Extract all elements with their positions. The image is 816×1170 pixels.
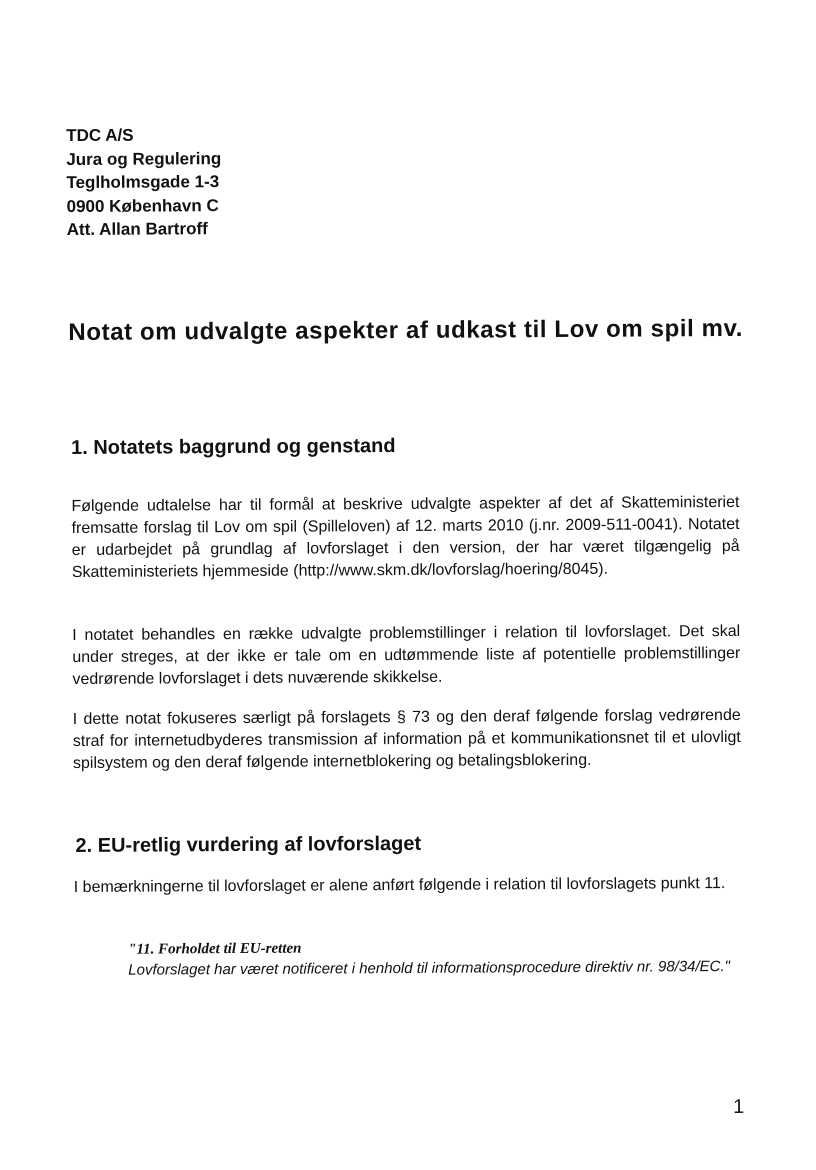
block-quote [128, 936, 744, 981]
section-2-paragraph: I bemærkningerne til lovforslaget er alene anført følgende i relation til lovforslagets punkt 11. [73, 875, 726, 896]
document-title: Notat om udvalgte aspekter af udkast til Lov om spil mv. [68, 314, 744, 347]
quote-text: Lovforslaget har været notificeret i henhold til informationsprocedure direktiv nr. 98/34/EC." [128, 957, 731, 979]
quote-heading: "11. Forholdet til EU-retten [128, 940, 302, 958]
section-1-paragraph-1: Følgende udtalelse har til formål at beskrive udvalgte aspekter af det af Skatteministeriet fremsatte forslag til Lov om spil (Spilleloven) af 12. marts 2010 (j.nr. 2009-511-0041). Notatet er udarbejdet på grundlag af lovforslaget i den version, der har været tilgængelig på Skatteministeriets hjemmeside (http://www.skm.dk/lovforslag/hoering/8045). [71, 493, 740, 582]
section-1-paragraph-2: I notatet behandles en række udvalgte problemstillinger i relation til lovforslaget. Det skal under streges, at der ikke er tale om en udtømmende liste af potentielle problemstillinger vedrørende lovforslaget i dets nuværende skikkelse. [72, 622, 741, 689]
address-line-city: 0900 København C [66, 195, 219, 216]
section-2-heading: 2. EU-retlig vurdering af lovforslaget [75, 832, 422, 857]
address-line-company: TDC A/S [66, 125, 134, 146]
address-line-street: Teglholmsgade 1-3 [66, 172, 220, 193]
address-line-department: Jura og Regulering [66, 148, 222, 169]
section-1-paragraph-3: I dette notat fokuseres særligt på forslagets § 73 og den deraf følgende forslag vedrørende straf for internetudbyderes transmission af information på et kommunikationsnet til et ulovligt spilsystem og den deraf følgende internetblokering og betalingsblokering. [72, 706, 741, 773]
address-line-attention: Att. Allan Bartroff [66, 219, 208, 240]
recipient-address [66, 123, 222, 241]
page-number: 1 [733, 1095, 745, 1118]
section-1-heading: 1. Notatets baggrund og genstand [70, 435, 396, 460]
